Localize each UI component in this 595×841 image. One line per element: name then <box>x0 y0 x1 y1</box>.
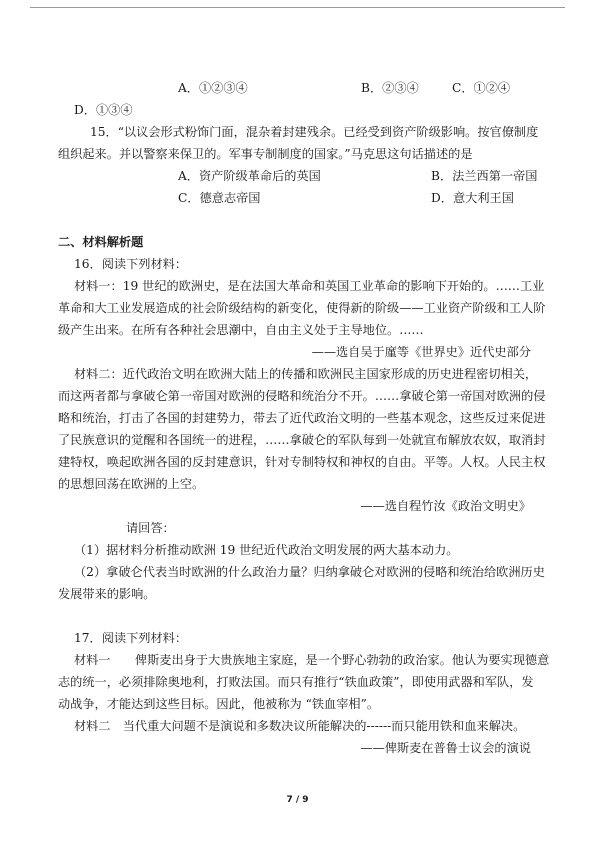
q16-material2-line2: 而这两者都与拿破仑第一帝国对欧洲的侵略和统治分不开。……拿破仑第一帝国对欧洲的侵 <box>58 389 546 403</box>
q15-option-c: C．德意志帝国 <box>178 191 261 205</box>
q15-option-b: B．法兰西第一帝国 <box>431 169 538 183</box>
q17-material1-line2: 志的统一，必须排除奥地利，打败法国。而只有推行“铁血政策”，即使用武器和军队，发 <box>58 675 534 689</box>
q17-material2-line: 材料二 当代重大问题不是演说和多数决议所能解决的------而只能用铁和血来解决。 <box>74 719 526 733</box>
q17-intro: 17．阅读下列材料： <box>74 631 188 645</box>
q17-material1-line3: 动战争，才能达到这些目标。因此，他被称为 “铁血宰相”。 <box>58 697 380 711</box>
q16-material2-line6: 的思想回荡在欧洲的上空。 <box>58 477 205 491</box>
q14-option-c: C．①②④ <box>452 81 511 95</box>
q16-material1-line3: 级产生出来。在所有各种社会思潮中，自由主义处于主导地位。…… <box>58 323 424 337</box>
section-title: 二、材料解析题 <box>58 235 144 249</box>
q16-ask: 请回答： <box>126 521 175 535</box>
q16-material2-line4: 了民族意识的觉醒和各国统一的进程，……拿破仑的军队每到一处就宣布解放农奴，取消封 <box>58 433 546 447</box>
q16-material2-line1: 材料二：近代政治文明在欧洲大陆上的传播和欧洲民主国家形成的历史进程密切相关， <box>74 367 538 381</box>
q16-material1-line2: 革命和大工业发展造成的社会阶级结构的新变化，使得新的阶级——工业资产阶级和工人阶 <box>58 301 546 315</box>
q16-material1-line1: 材料一：19 世纪的欧洲史，是在法国大革命和英国工业革命的影响下开始的。……工业 <box>74 279 545 293</box>
q15-option-a: A．资产阶级革命后的英国 <box>178 169 321 183</box>
q16-material2-line3: 略和统治，打击了各国的封建势力，带去了近代政治文明的一些基本观念，这些反过来促进 <box>58 411 546 425</box>
q16-subquestion-1: （1）据材料分析推动欧洲 19 世纪近代政治文明发展的两大基本动力。 <box>74 543 459 557</box>
q14-option-b: B．②③④ <box>361 81 419 95</box>
q15-stem-line2: 组织起来。并以警察来保卫的。军事专制制度的国家。”马克思这句话描述的是 <box>58 147 473 161</box>
q16-material2-line5: 建特权，唤起欧洲各国的反封建意识，针对专制特权和神权的自由。平等。人权。人民主权 <box>58 455 546 469</box>
q16-material1-source: ——选自吴于廑等《世界史》近代史部分 <box>311 345 531 359</box>
q15-option-d: D．意大利王国 <box>431 191 514 205</box>
q16-material2-source: ——选自程竹汝《政治文明史》 <box>360 499 531 513</box>
q16-intro: 16．阅读下列材料： <box>74 257 188 271</box>
q16-subquestion-2-line2: 发展带来的影响。 <box>58 587 156 601</box>
header-rule <box>30 7 565 8</box>
q16-subquestion-2-line1: （2）拿破仑代表当时欧洲的什么政治力量？归纳拿破仑对欧洲的侵略和统治给欧洲历史 <box>74 565 545 579</box>
q14-option-a: A．①②③④ <box>178 81 248 95</box>
q14-option-d: D．①③④ <box>74 103 133 117</box>
q15-stem-line1: 15．“以议会形式粉饰门面，混杂着封建残余。已经受到资产阶级影响。按官僚制度 <box>90 125 539 139</box>
page-number: 7 / 9 <box>286 795 309 805</box>
q17-material2-source: ——俾斯麦在普鲁士议会的演说 <box>360 741 531 755</box>
q17-material1-line1: 材料一 俾斯麦出身于大贵族地主家庭，是一个野心勃勃的政治家。他认为要实现德意 <box>74 653 550 667</box>
